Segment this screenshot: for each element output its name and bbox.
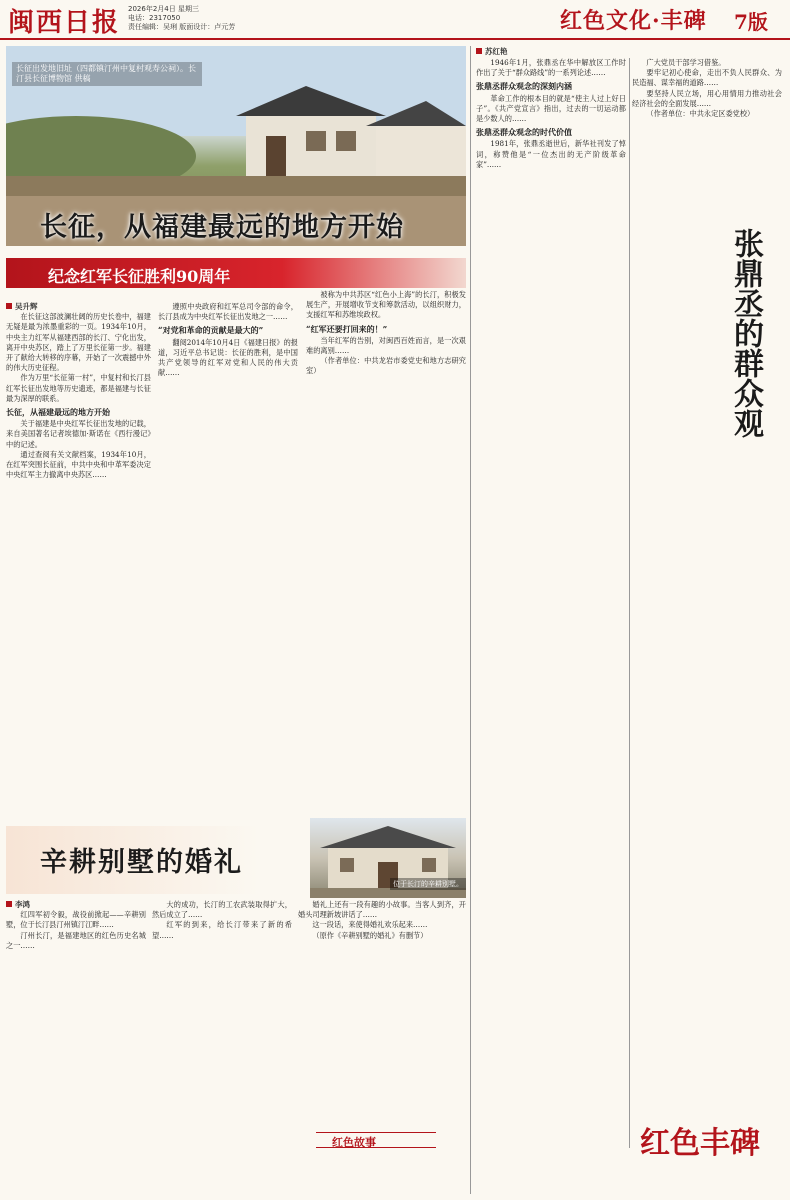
paragraph: 红四军初令毅，战役前掀起——辛耕别墅，位于长汀县汀州镇汀江畔…… [6, 910, 146, 930]
issue-meta [128, 5, 235, 32]
proof-line: 版面设计：卢元芳 [179, 23, 236, 31]
paragraph: 作为万里“长征第一村”，中复村和长汀县红军长征出发地等历史遗迹，都是福建与长征最为深厚的联系。 [6, 373, 151, 403]
paragraph: 遵照中央政府和红军总司令部的命令，长汀县成为中央红军长征出发地之一…… [158, 302, 298, 322]
paragraph: 广大党员干部学习借鉴。 [646, 58, 726, 67]
author-affiliation: （作者单位：中共龙岩市委党史和地方志研究室） [306, 356, 466, 376]
article1-column-1 [6, 302, 151, 850]
paragraph: 1946年1月，张鼎丞在华中解放区工作时作出了关于“群众路线”的一系列论述…… [476, 58, 626, 78]
section-heading: 张鼎丞群众观念的深刻内涵 [476, 81, 572, 92]
article2-byline-wrap [476, 46, 508, 57]
article1-column-3 [306, 290, 466, 850]
section-heading: 张鼎丞群众观念的时代价值 [476, 127, 572, 138]
article3-column-1 [6, 900, 146, 1194]
column-divider [470, 46, 471, 1194]
paragraph: 红军的到来，给长汀带来了新的希望…… [152, 920, 292, 940]
paragraph: 革命工作的根本目的就是“使主人过上好日子”。《共产党宣言》指出，过去的一切运动都是少数人的…… [476, 93, 626, 124]
date-line: 2026年2月4日 星期三 [128, 5, 199, 13]
article2-column-2 [632, 58, 782, 1148]
paragraph: 翻阅2014年10月4日《福建日报》的报道，习近平总书记说：长征的胜利，是中国共产党领导的红军对党和人民的伟大贡献…… [158, 337, 298, 378]
article2-title: 张鼎丞的群众观 [728, 227, 763, 438]
article2-column-1 [476, 58, 626, 1148]
article3-byline: 李鸿 [15, 900, 30, 909]
paragraph: 汀州长汀，是福建地区的红色历史名城之一…… [6, 930, 146, 950]
article2-byline: 苏红艳 [485, 47, 508, 56]
byline-marker-icon [6, 303, 12, 309]
paragraph: 在长征这部波澜壮阔的历史长卷中，福建无疑是最为浓墨重彩的一页。1934年10月，中央主力红军从福建西部的长汀、宁化出发，离开中央苏区，踏上了万里长征第一步。福建开了献给大转移的序幕，开始了一次震撼中外的伟大历史征程。 [6, 312, 151, 373]
article3-title: 辛耕别墅的婚礼 [40, 847, 243, 878]
article1-byline: 吴升辉 [15, 302, 38, 311]
article1-headline: 长征，从福建最远的地方开始 [40, 212, 404, 243]
paragraph: 要牢记初心使命，走出不负人民群众、为民造福、谋幸福的道路…… [632, 68, 782, 88]
column-stamp: 红色丰碑 [640, 1126, 760, 1161]
paragraph: 这一段话，来使得婚礼欢乐起来…… [312, 920, 428, 930]
section-heading: 长征，从福建最远的地方开始 [6, 407, 110, 418]
paragraph: 要坚持人民立场，用心用情用力推动社会经济社会的全面发展…… [632, 88, 782, 108]
section-brand: 红色文化·丰碑 [560, 8, 707, 34]
paragraph: 当年红军的告别，对闽西百姓而言，是一次艰难的离别…… [306, 335, 466, 356]
byline-marker-icon [476, 48, 482, 54]
paragraph: 关于福建是中央红军长征出发地的记载，来自美国著名记者埃德加·斯诺在《西行漫记》中的记述。 [6, 419, 151, 449]
phone-line: 电话：2317050 [128, 14, 181, 22]
hero-caption: 长征出发地旧址（四都镇汀州中复村观寿公祠）。长汀县长征博物馆 供稿 [12, 62, 202, 86]
paper-name: 闽西日报 [8, 8, 121, 38]
article1-column-2 [158, 302, 298, 850]
paragraph: 通过查阅有关文献档案，1934年10月，在红军突围长征前，中共中央和中革军委决定中央红军主力撤离中央苏区…… [6, 449, 151, 480]
paragraph: 被称为中共苏区“红色小上海”的长汀，积极发展生产，开展增收节支和筹款活动，以组织财力，支援红军和苏维埃政权。 [306, 290, 466, 320]
article3-column-2 [152, 900, 292, 1194]
story-tag: 红色故事 [332, 1136, 376, 1149]
column-divider [629, 58, 630, 1148]
article1-subtitle: 纪念红军长征胜利90周年 [48, 267, 231, 286]
paragraph: 婚礼上还有一段有趣的小故事。当客人到齐，开婚头司理新坡讲话了…… [298, 900, 466, 920]
section-heading: “红军还要打回来的！” [306, 323, 388, 334]
editor-line: 责任编辑：吴琍 [128, 23, 177, 31]
article3-column-3 [298, 900, 466, 1130]
paragraph: 1981年，张鼎丞逝世后，新华社刊发了悼词，称赞他是“一位杰出的无产阶级革命家”…… [476, 139, 626, 169]
wedding-photo-caption: 位于长汀的辛耕别墅。 [390, 878, 466, 890]
section-heading: “对党和革命的贡献是最大的” [158, 325, 264, 336]
byline-marker-icon [6, 901, 12, 907]
author-affiliation: （作者单位：中共永定区委党校） [646, 109, 755, 119]
article2-title-block [707, 225, 783, 440]
source-note: （原作《辛耕别墅的婚礼》有删节） [312, 930, 428, 940]
page-number: 7版 [734, 10, 768, 34]
paragraph: 大的成功，长汀的工农武装取得扩大，然后成立了…… [152, 900, 292, 920]
